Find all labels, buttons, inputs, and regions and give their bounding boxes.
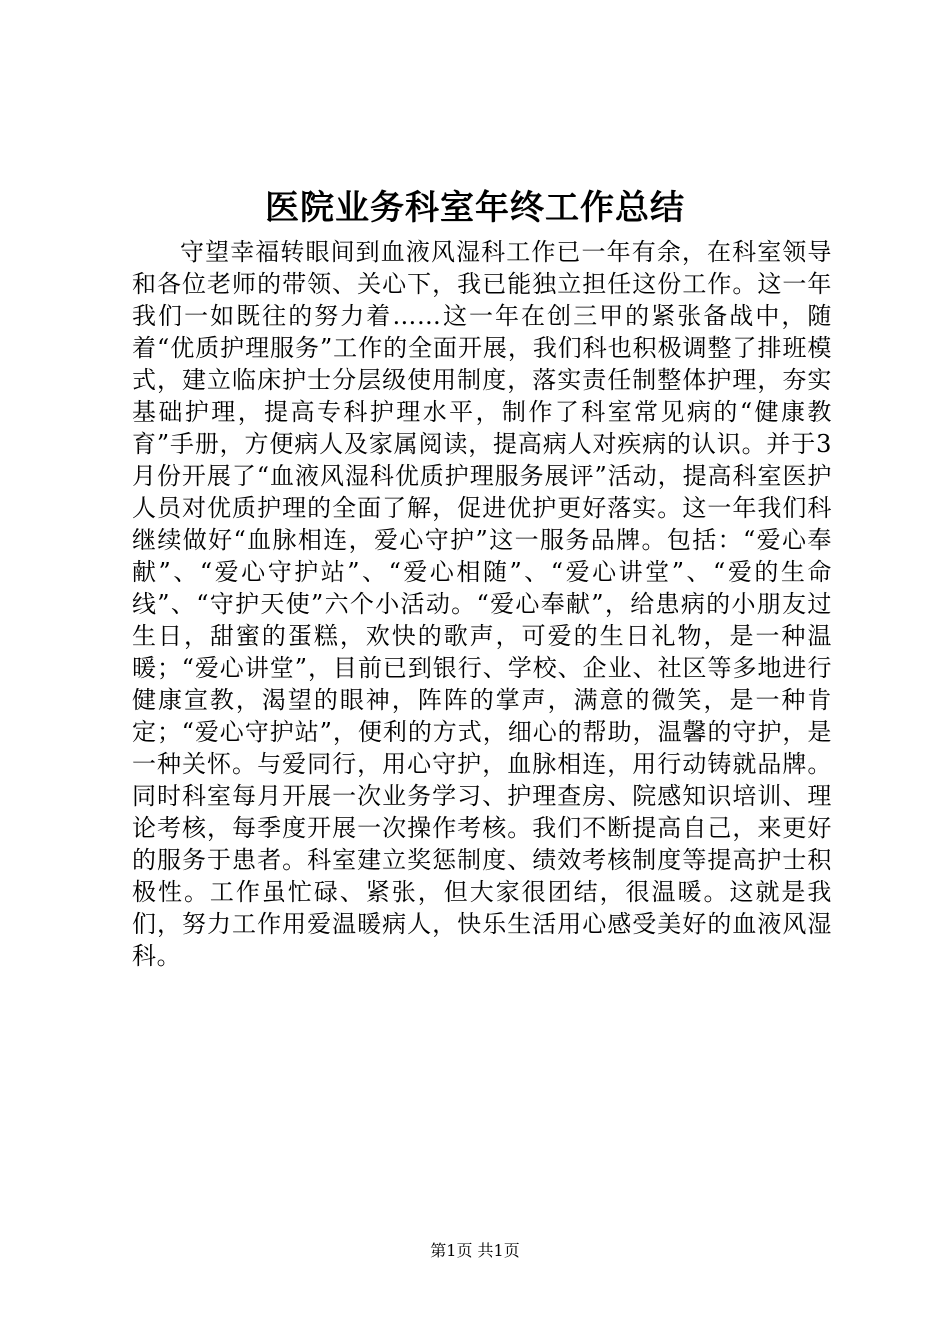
page-footer: 第1页 共1页 — [430, 1241, 520, 1260]
document-body-paragraph: 守望幸福转眼间到血液风湿科工作已一年有余，在科室领导和各位老师的带领、关心下，我已能独立担任这份工作。这一年我们一如既往的努力着……这一年在创三甲的紧张备战中，随着“优质护理服务”工作的全面开展，我们科也积极调整了排班模式，建立临床护士分层级使用制度，落实责任制整体护理，夯实基础护理，提高专科护理水平，制作了科室常见病的“健康教育”手册，方便病人及家属阅读，提高病人对疾病的认识。并于3月份开展了“血液风湿科优质护理服务展评”活动，提高科室医护人员对优质护理的全面了解，促进优护更好落实。这一年我们科继续做好“血脉相连，爱心守护”这一服务品牌。包括：“爱心奉献”、“爱心守护站”、“爱心相随”、“爱心讲堂”、“爱的生命线”、“守护天使”六个小活动。“爱心奉献”，给患病的小朋友过生日，甜蜜的蛋糕，欢快的歌声，可爱的生日礼物，是一种温暖；“爱心讲堂”，目前已到银行、学校、企业、社区等多地进行健康宣教，渴望的眼神，阵阵的掌声，满意的微笑，是一种肯定；“爱心守护站”，便利的方式，细心的帮助，温馨的守护，是一种关怀。与爱同行，用心守护，血脉相连，用行动铸就品牌。同时科室每月开展一次业务学习、护理查房、院感知识培训、理论考核，每季度开展一次操作考核。我们不断提高自己，来更好的服务于患者。科室建立奖惩制度、绩效考核制度等提高护士积极性。工作虽忙碌、紧张，但大家很团结，很温暖。这就是我们，努力工作用爱温暖病人，快乐生活用心感受美好的血液风湿科。 — [132, 238, 832, 970]
document-title: 医院业务科室年终工作总结 — [265, 188, 685, 228]
